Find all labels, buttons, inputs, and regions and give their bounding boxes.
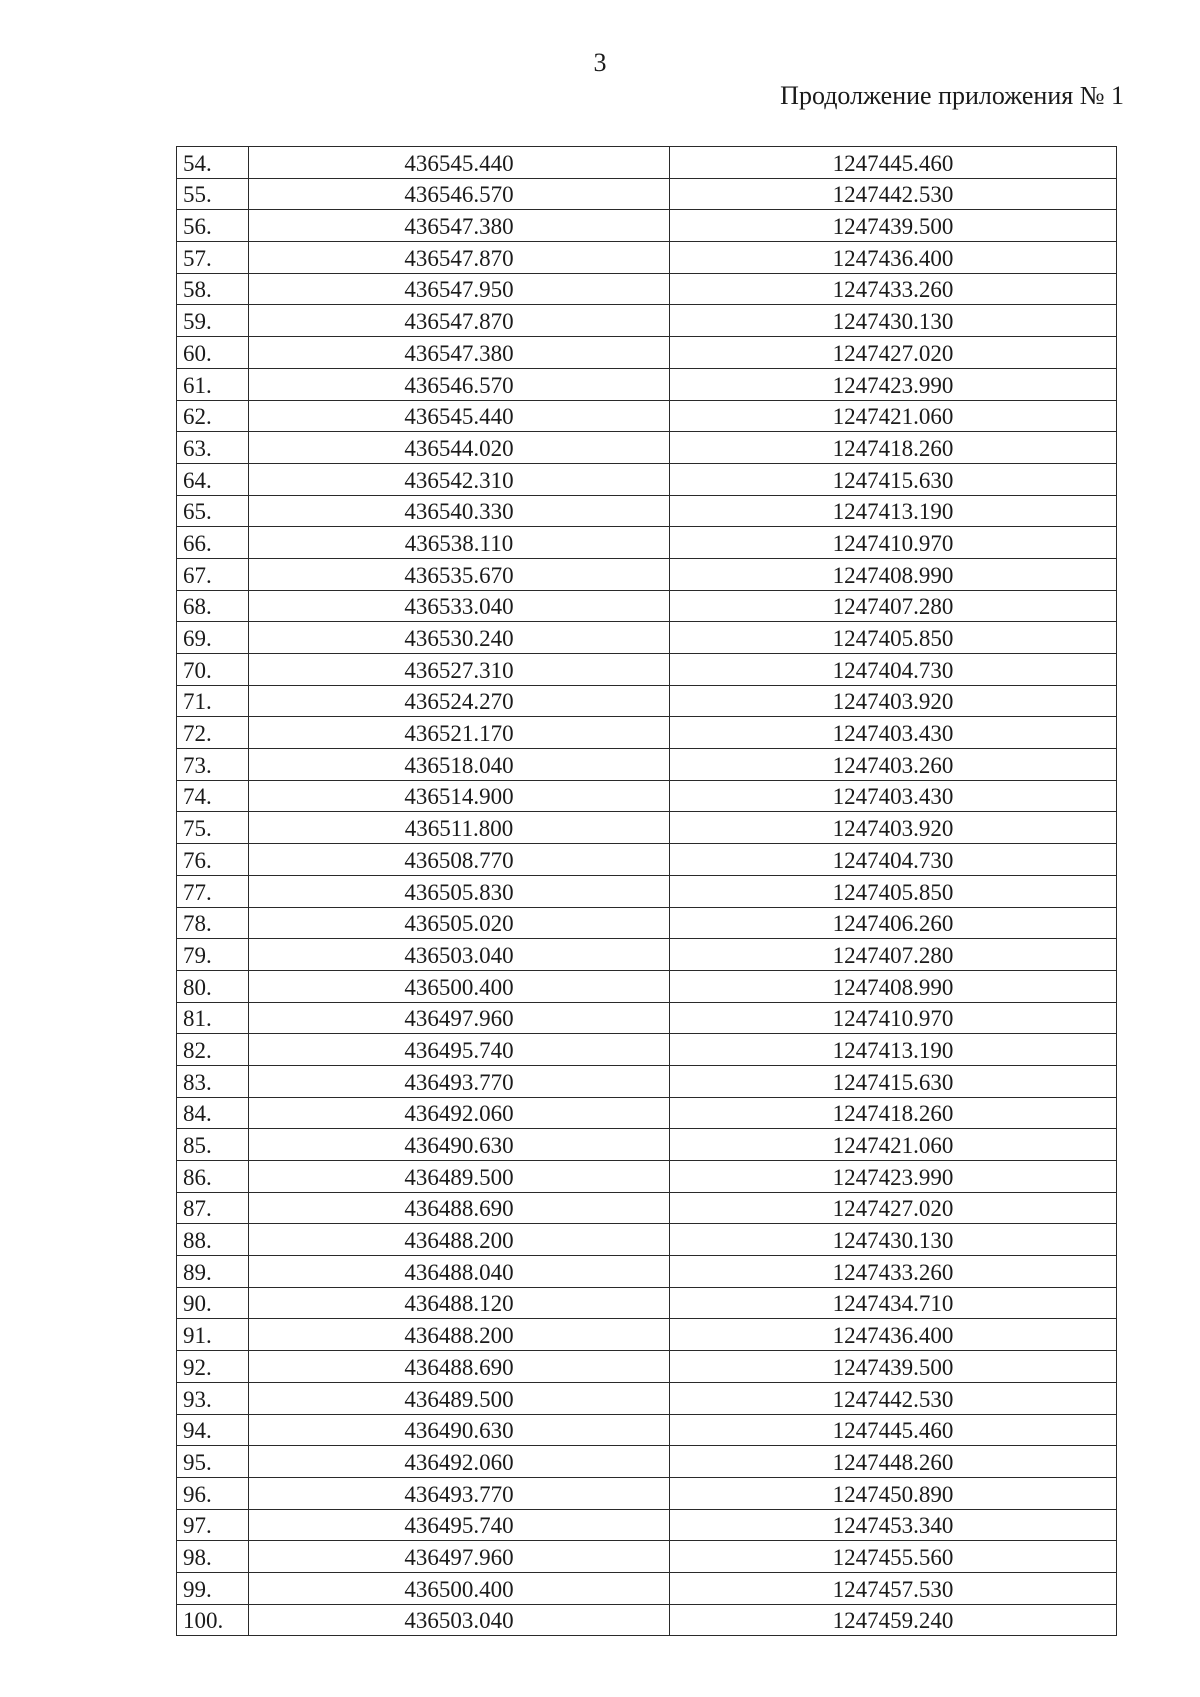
x-coordinate-cell: 436547.870	[249, 305, 670, 337]
point-number-cell: 98.	[177, 1541, 249, 1573]
point-number-cell: 99.	[177, 1572, 249, 1604]
point-number-cell: 86.	[177, 1161, 249, 1193]
x-coordinate-cell: 436500.400	[249, 1572, 670, 1604]
x-coordinate-cell: 436542.310	[249, 463, 670, 495]
x-coordinate-cell: 436488.690	[249, 1351, 670, 1383]
y-coordinate-cell: 1247405.850	[670, 875, 1117, 907]
x-coordinate-cell: 436488.120	[249, 1287, 670, 1319]
x-coordinate-cell: 436521.170	[249, 717, 670, 749]
x-coordinate-cell: 436545.440	[249, 400, 670, 432]
x-coordinate-cell: 436503.040	[249, 939, 670, 971]
x-coordinate-cell: 436547.380	[249, 337, 670, 369]
x-coordinate-cell: 436546.570	[249, 368, 670, 400]
point-number-cell: 67.	[177, 558, 249, 590]
y-coordinate-cell: 1247418.260	[670, 432, 1117, 464]
y-coordinate-cell: 1247433.260	[670, 1256, 1117, 1288]
y-coordinate-cell: 1247407.280	[670, 590, 1117, 622]
y-coordinate-cell: 1247413.190	[670, 1034, 1117, 1066]
page-number: 3	[593, 48, 607, 77]
point-number-cell: 92.	[177, 1351, 249, 1383]
table-row	[177, 970, 1117, 1002]
y-coordinate-cell: 1247439.500	[670, 1351, 1117, 1383]
x-coordinate-cell: 436493.770	[249, 1065, 670, 1097]
y-coordinate-cell: 1247410.970	[670, 527, 1117, 559]
point-number-cell: 91.	[177, 1319, 249, 1351]
table-row	[177, 558, 1117, 590]
table-row	[177, 717, 1117, 749]
y-coordinate-cell: 1247423.990	[670, 1161, 1117, 1193]
x-coordinate-cell: 436530.240	[249, 622, 670, 654]
point-number-cell: 97.	[177, 1509, 249, 1541]
table-row	[177, 337, 1117, 369]
table-row	[177, 1541, 1117, 1573]
y-coordinate-cell: 1247442.530	[670, 178, 1117, 210]
point-number-cell: 84.	[177, 1097, 249, 1129]
point-number-cell: 85.	[177, 1129, 249, 1161]
table-row	[177, 844, 1117, 876]
table-row	[177, 527, 1117, 559]
table-row	[177, 1509, 1117, 1541]
point-number-cell: 75.	[177, 812, 249, 844]
point-number-cell: 72.	[177, 717, 249, 749]
point-number-cell: 59.	[177, 305, 249, 337]
table-row	[177, 1382, 1117, 1414]
table-row	[177, 1161, 1117, 1193]
x-coordinate-cell: 436497.960	[249, 1002, 670, 1034]
point-number-cell: 87.	[177, 1192, 249, 1224]
y-coordinate-cell: 1247403.260	[670, 749, 1117, 781]
table-row	[177, 812, 1117, 844]
table-row	[177, 147, 1117, 179]
coordinates-table-body	[177, 147, 1117, 1636]
y-coordinate-cell: 1247403.920	[670, 812, 1117, 844]
point-number-cell: 68.	[177, 590, 249, 622]
x-coordinate-cell: 436489.500	[249, 1161, 670, 1193]
y-coordinate-cell: 1247423.990	[670, 368, 1117, 400]
point-number-cell: 57.	[177, 242, 249, 274]
x-coordinate-cell: 436492.060	[249, 1446, 670, 1478]
table-row	[177, 907, 1117, 939]
x-coordinate-cell: 436547.380	[249, 210, 670, 242]
point-number-cell: 55.	[177, 178, 249, 210]
y-coordinate-cell: 1247405.850	[670, 622, 1117, 654]
y-coordinate-cell: 1247433.260	[670, 273, 1117, 305]
point-number-cell: 95.	[177, 1446, 249, 1478]
table-row	[177, 1572, 1117, 1604]
x-coordinate-cell: 436508.770	[249, 844, 670, 876]
x-coordinate-cell: 436492.060	[249, 1097, 670, 1129]
x-coordinate-cell: 436488.040	[249, 1256, 670, 1288]
x-coordinate-cell: 436493.770	[249, 1477, 670, 1509]
y-coordinate-cell: 1247434.710	[670, 1287, 1117, 1319]
point-number-cell: 88.	[177, 1224, 249, 1256]
point-number-cell: 62.	[177, 400, 249, 432]
table-row	[177, 1414, 1117, 1446]
x-coordinate-cell: 436535.670	[249, 558, 670, 590]
point-number-cell: 61.	[177, 368, 249, 400]
x-coordinate-cell: 436495.740	[249, 1034, 670, 1066]
x-coordinate-cell: 436538.110	[249, 527, 670, 559]
table-row	[177, 463, 1117, 495]
coordinates-table	[176, 146, 1117, 1636]
point-number-cell: 80.	[177, 970, 249, 1002]
x-coordinate-cell: 436545.440	[249, 147, 670, 179]
y-coordinate-cell: 1247408.990	[670, 970, 1117, 1002]
point-number-cell: 74.	[177, 780, 249, 812]
table-row	[177, 1224, 1117, 1256]
point-number-cell: 100.	[177, 1604, 249, 1636]
table-row	[177, 875, 1117, 907]
x-coordinate-cell: 436500.400	[249, 970, 670, 1002]
y-coordinate-cell: 1247430.130	[670, 1224, 1117, 1256]
y-coordinate-cell: 1247406.260	[670, 907, 1117, 939]
y-coordinate-cell: 1247455.560	[670, 1541, 1117, 1573]
x-coordinate-cell: 436533.040	[249, 590, 670, 622]
x-coordinate-cell: 436503.040	[249, 1604, 670, 1636]
x-coordinate-cell: 436546.570	[249, 178, 670, 210]
y-coordinate-cell: 1247421.060	[670, 1129, 1117, 1161]
point-number-cell: 64.	[177, 463, 249, 495]
table-row	[177, 495, 1117, 527]
x-coordinate-cell: 436547.870	[249, 242, 670, 274]
point-number-cell: 54.	[177, 147, 249, 179]
x-coordinate-cell: 436527.310	[249, 654, 670, 686]
point-number-cell: 56.	[177, 210, 249, 242]
table-row	[177, 1129, 1117, 1161]
table-row	[177, 685, 1117, 717]
point-number-cell: 77.	[177, 875, 249, 907]
y-coordinate-cell: 1247442.530	[670, 1382, 1117, 1414]
table-row	[177, 654, 1117, 686]
y-coordinate-cell: 1247418.260	[670, 1097, 1117, 1129]
y-coordinate-cell: 1247430.130	[670, 305, 1117, 337]
y-coordinate-cell: 1247415.630	[670, 463, 1117, 495]
table-row	[177, 178, 1117, 210]
y-coordinate-cell: 1247436.400	[670, 1319, 1117, 1351]
x-coordinate-cell: 436488.690	[249, 1192, 670, 1224]
table-row	[177, 1319, 1117, 1351]
y-coordinate-cell: 1247445.460	[670, 1414, 1117, 1446]
point-number-cell: 58.	[177, 273, 249, 305]
table-row	[177, 305, 1117, 337]
y-coordinate-cell: 1247410.970	[670, 1002, 1117, 1034]
x-coordinate-cell: 436505.020	[249, 907, 670, 939]
table-row	[177, 749, 1117, 781]
table-row	[177, 210, 1117, 242]
x-coordinate-cell: 436488.200	[249, 1319, 670, 1351]
y-coordinate-cell: 1247403.430	[670, 717, 1117, 749]
point-number-cell: 70.	[177, 654, 249, 686]
x-coordinate-cell: 436544.020	[249, 432, 670, 464]
x-coordinate-cell: 436495.740	[249, 1509, 670, 1541]
y-coordinate-cell: 1247427.020	[670, 337, 1117, 369]
point-number-cell: 79.	[177, 939, 249, 971]
y-coordinate-cell: 1247439.500	[670, 210, 1117, 242]
x-coordinate-cell: 436505.830	[249, 875, 670, 907]
point-number-cell: 76.	[177, 844, 249, 876]
appendix-continuation-title: Продолжение приложения № 1	[780, 81, 1124, 110]
point-number-cell: 93.	[177, 1382, 249, 1414]
point-number-cell: 89.	[177, 1256, 249, 1288]
point-number-cell: 65.	[177, 495, 249, 527]
table-row	[177, 1192, 1117, 1224]
y-coordinate-cell: 1247415.630	[670, 1065, 1117, 1097]
point-number-cell: 78.	[177, 907, 249, 939]
point-number-cell: 90.	[177, 1287, 249, 1319]
table-row	[177, 1256, 1117, 1288]
table-row	[177, 1604, 1117, 1636]
y-coordinate-cell: 1247421.060	[670, 400, 1117, 432]
table-row	[177, 400, 1117, 432]
x-coordinate-cell: 436547.950	[249, 273, 670, 305]
y-coordinate-cell: 1247445.460	[670, 147, 1117, 179]
table-row	[177, 1002, 1117, 1034]
x-coordinate-cell: 436490.630	[249, 1129, 670, 1161]
point-number-cell: 83.	[177, 1065, 249, 1097]
x-coordinate-cell: 436488.200	[249, 1224, 670, 1256]
x-coordinate-cell: 436511.800	[249, 812, 670, 844]
x-coordinate-cell: 436518.040	[249, 749, 670, 781]
x-coordinate-cell: 436497.960	[249, 1541, 670, 1573]
x-coordinate-cell: 436489.500	[249, 1382, 670, 1414]
y-coordinate-cell: 1247413.190	[670, 495, 1117, 527]
point-number-cell: 96.	[177, 1477, 249, 1509]
y-coordinate-cell: 1247404.730	[670, 844, 1117, 876]
x-coordinate-cell: 436540.330	[249, 495, 670, 527]
table-row	[177, 1097, 1117, 1129]
point-number-cell: 69.	[177, 622, 249, 654]
table-row	[177, 590, 1117, 622]
table-row	[177, 242, 1117, 274]
point-number-cell: 66.	[177, 527, 249, 559]
table-row	[177, 939, 1117, 971]
point-number-cell: 81.	[177, 1002, 249, 1034]
table-row	[177, 780, 1117, 812]
y-coordinate-cell: 1247427.020	[670, 1192, 1117, 1224]
y-coordinate-cell: 1247403.920	[670, 685, 1117, 717]
x-coordinate-cell: 436524.270	[249, 685, 670, 717]
table-row	[177, 368, 1117, 400]
y-coordinate-cell: 1247457.530	[670, 1572, 1117, 1604]
table-row	[177, 1034, 1117, 1066]
x-coordinate-cell: 436490.630	[249, 1414, 670, 1446]
y-coordinate-cell: 1247408.990	[670, 558, 1117, 590]
table-row	[177, 1351, 1117, 1383]
table-row	[177, 1065, 1117, 1097]
table-row	[177, 622, 1117, 654]
y-coordinate-cell: 1247453.340	[670, 1509, 1117, 1541]
point-number-cell: 94.	[177, 1414, 249, 1446]
point-number-cell: 71.	[177, 685, 249, 717]
table-row	[177, 1446, 1117, 1478]
point-number-cell: 63.	[177, 432, 249, 464]
y-coordinate-cell: 1247407.280	[670, 939, 1117, 971]
table-row	[177, 432, 1117, 464]
table-row	[177, 1287, 1117, 1319]
y-coordinate-cell: 1247459.240	[670, 1604, 1117, 1636]
y-coordinate-cell: 1247436.400	[670, 242, 1117, 274]
x-coordinate-cell: 436514.900	[249, 780, 670, 812]
y-coordinate-cell: 1247403.430	[670, 780, 1117, 812]
y-coordinate-cell: 1247404.730	[670, 654, 1117, 686]
y-coordinate-cell: 1247448.260	[670, 1446, 1117, 1478]
point-number-cell: 82.	[177, 1034, 249, 1066]
table-row	[177, 273, 1117, 305]
point-number-cell: 60.	[177, 337, 249, 369]
point-number-cell: 73.	[177, 749, 249, 781]
y-coordinate-cell: 1247450.890	[670, 1477, 1117, 1509]
table-row	[177, 1477, 1117, 1509]
